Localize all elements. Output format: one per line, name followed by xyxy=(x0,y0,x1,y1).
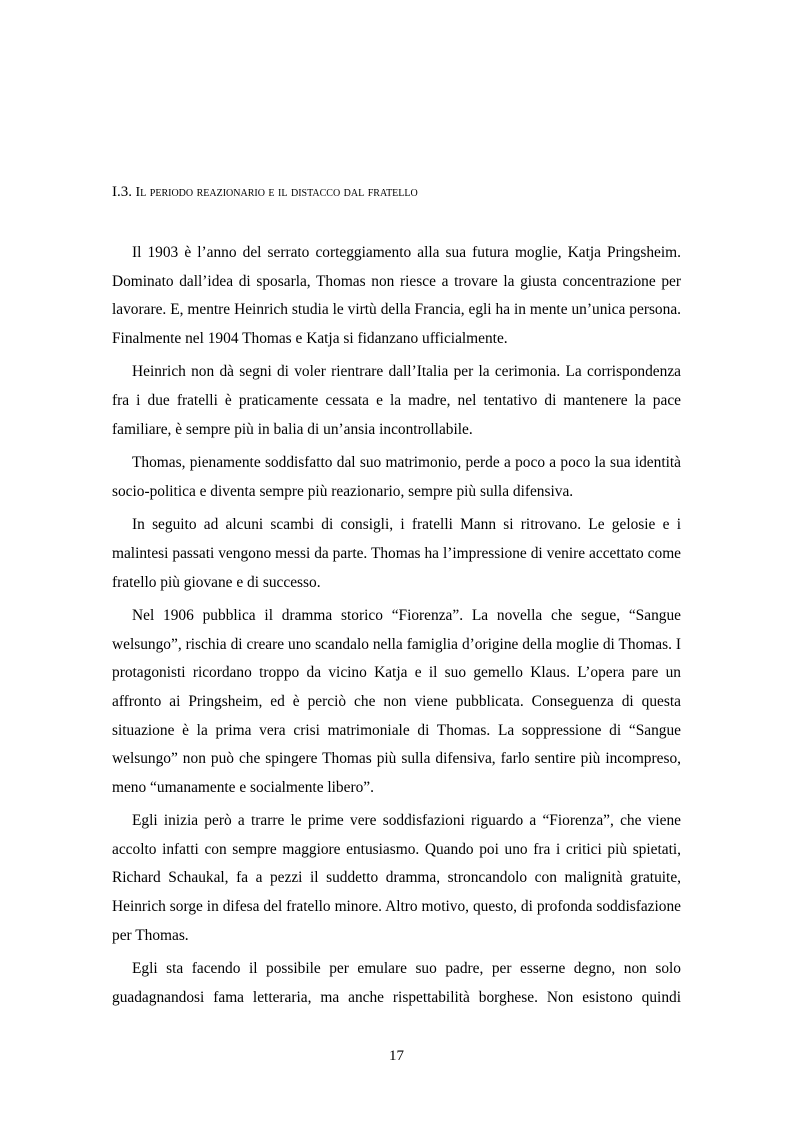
section-heading xyxy=(112,182,692,203)
paragraph: Heinrich non dà segni di voler rientrare dall’Italia per la cerimonia. La corrispondenza fra i due fratelli è praticamente cessata e la madre, nel tentativo di mantenere la pace familiare, è sempre più in balia di un’ansia incontrollabile. xyxy=(112,363,681,438)
paragraph: In seguito ad alcuni scambi di consigli, i fratelli Mann si ritrovano. Le gelosie e i malintesi passati vengono messi da parte. Thomas ha l’impressione di venire accettato come fratello più giovane e di successo. xyxy=(112,516,681,591)
paragraph: Thomas, pienamente soddisfatto dal suo matrimonio, perde a poco a poco la sua identità socio-politica e diventa sempre più reazionario, sempre più sulla difensiva. xyxy=(112,454,681,500)
section-title: Il periodo reazionario e il distacco dal fratello xyxy=(135,185,418,200)
paragraph-last: Egli sta facendo il possibile per emulare suo padre, per esserne degno, non solo guadagnandosi fama letteraria, ma anche rispettabilità borghese. Non esistono quindi xyxy=(112,960,681,1006)
paragraph: Egli inizia però a trarre le prime vere soddisfazioni riguardo a “Fiorenza”, che viene accolto infatti con sempre maggiore entusiasmo. Quando poi uno fra i critici più spietati, Richard Schaukal, fa a pezzi il suddetto dramma, stroncandolo con malignità gratuite, Heinrich sorge in difesa del fratello minore. Altro motivo, questo, di profonda soddisfazione per Thomas. xyxy=(112,812,681,944)
paragraph: Nel 1906 pubblica il dramma storico “Fiorenza”. La novella che segue, “Sangue welsungo”, rischia di creare uno scandalo nella famiglia d’origine della moglie di Thomas. I protagonisti ricordano troppo da vicino Katja e il suo gemello Klaus. L’opera pare un affronto ai Pringsheim, ed è perciò che non viene pubblicata. Conseguenza di questa situazione è la prima vera crisi matrimoniale di Thomas. La soppressione di “Sangue welsungo” non può che spingere Thomas più sulla difensiva, farlo sentire più incompreso, meno “umanamente e socialmente libero”. xyxy=(112,607,681,796)
paragraph: Il 1903 è l’anno del serrato corteggiamento alla sua futura moglie, Katja Pringsheim. Dominato dall’idea di sposarla, Thomas non riesce a trovare la giusta concentrazione per lavorare. E, mentre Heinrich studia le virtù della Francia, egli ha in mente un’unica persona. Finalmente nel 1904 Thomas e Katja si fidanzano ufficialmente. xyxy=(112,244,681,347)
page-number: 17 xyxy=(389,1048,404,1064)
section-number: I.3. xyxy=(112,184,132,200)
body-text xyxy=(112,239,681,1017)
